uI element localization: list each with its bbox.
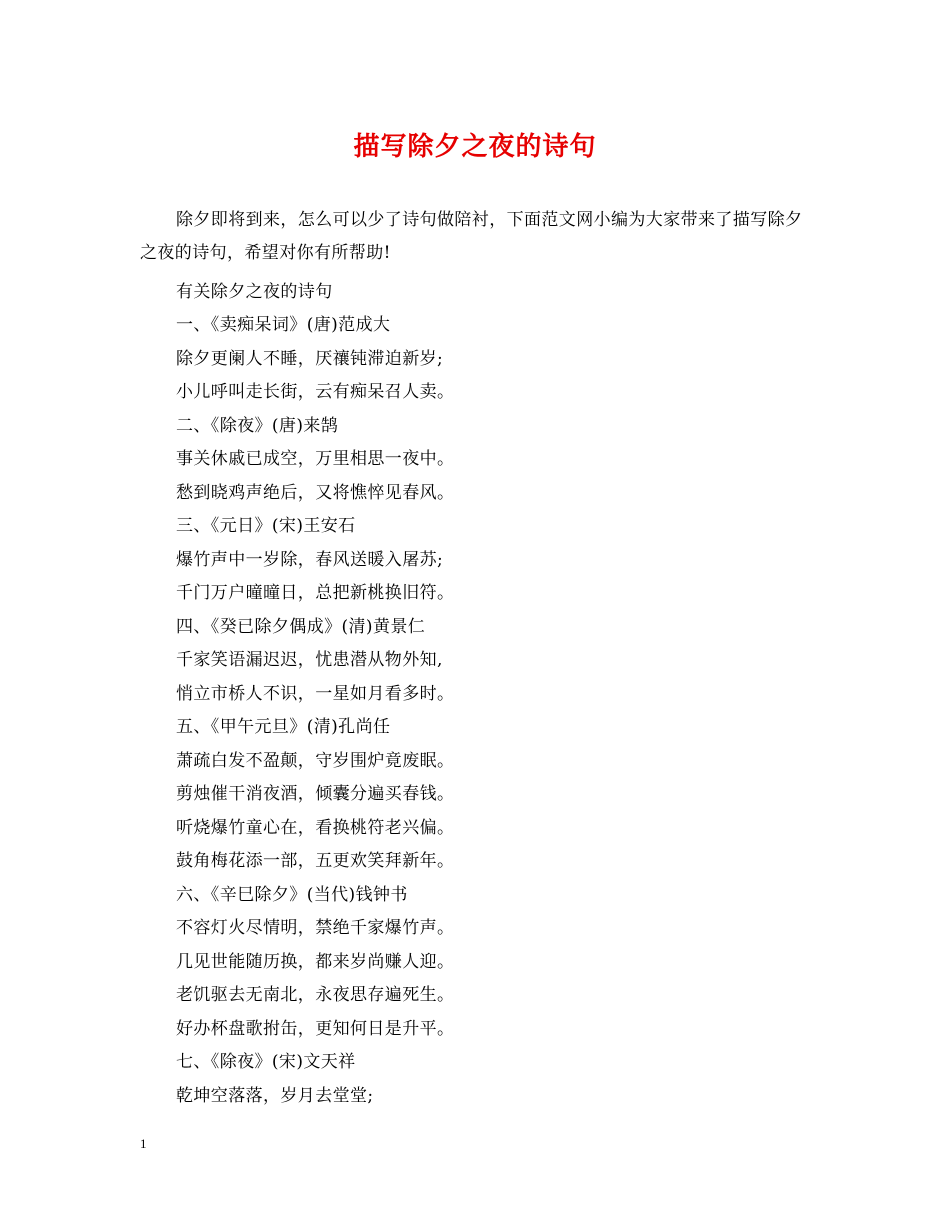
poem-line: 事关休戚已成空，万里相思一夜中。 [176, 449, 455, 469]
poem-heading-4: 四、《癸已除夕偶成》(清)黄景仁 [176, 617, 426, 637]
poem-heading-6: 六、《辛巳除夕》(当代)钱钟书 [176, 885, 408, 905]
poem-line: 千家笑语漏迟迟，忧患潜从物外知, [176, 650, 443, 670]
poem-line: 鼓角梅花添一部，五更欢笑拜新年。 [176, 851, 455, 871]
intro-paragraph: 除夕即将到来，怎么可以少了诗句做陪衬，下面范文网小编为大家带来了描写除夕之夜的诗句，希望对你有所帮助! [140, 210, 803, 263]
page-number: 1 [140, 1136, 147, 1151]
poem-line: 爆竹声中一岁除，春风送暖入屠苏; [176, 550, 444, 570]
poem-line: 剪烛催干消夜酒，倾囊分遍买春钱。 [176, 784, 455, 804]
poem-heading-3: 三、《元日》(宋)王安石 [176, 516, 356, 536]
poem-heading-1: 一、《卖痴呆词》(唐)范成大 [176, 315, 391, 335]
poem-line: 乾坤空落落，岁月去堂堂; [176, 1086, 374, 1106]
poem-line: 不容灯火尽情明，禁绝千家爆竹声。 [176, 918, 455, 938]
poem-heading-2: 二、《除夜》(唐)来鹄 [176, 416, 339, 436]
poem-line: 悄立市桥人不识，一星如月看多时。 [176, 684, 455, 704]
poem-line: 除夕更阑人不睡，厌禳钝滞迫新岁; [176, 349, 444, 369]
poem-line: 好办杯盘歌拊缶，更知何日是升平。 [176, 1019, 455, 1039]
poem-line: 萧疏白发不盈颠，守岁围炉竟废眠。 [176, 751, 455, 771]
poem-heading-7: 七、《除夜》(宋)文天祥 [176, 1052, 356, 1072]
poem-line: 几见世能随历换，都来岁尚赚人迎。 [176, 952, 455, 972]
poem-heading-5: 五、《甲午元旦》(清)孔尚任 [176, 717, 391, 737]
poem-line: 小儿呼叫走长街，云有痴呆召人卖。 [176, 382, 455, 402]
poem-line: 千门万户曈曈日，总把新桃换旧符。 [176, 583, 455, 603]
section-heading: 有关除夕之夜的诗句 [176, 282, 333, 302]
poem-line: 愁到晓鸡声绝后，又将憔悴见春风。 [176, 483, 455, 503]
poem-line: 老饥驱去无南北，永夜思存遍死生。 [176, 985, 455, 1005]
document-title: 描写除夕之夜的诗句 [353, 132, 597, 162]
poem-line: 听烧爆竹童心在，看换桃符老兴偏。 [176, 818, 455, 838]
